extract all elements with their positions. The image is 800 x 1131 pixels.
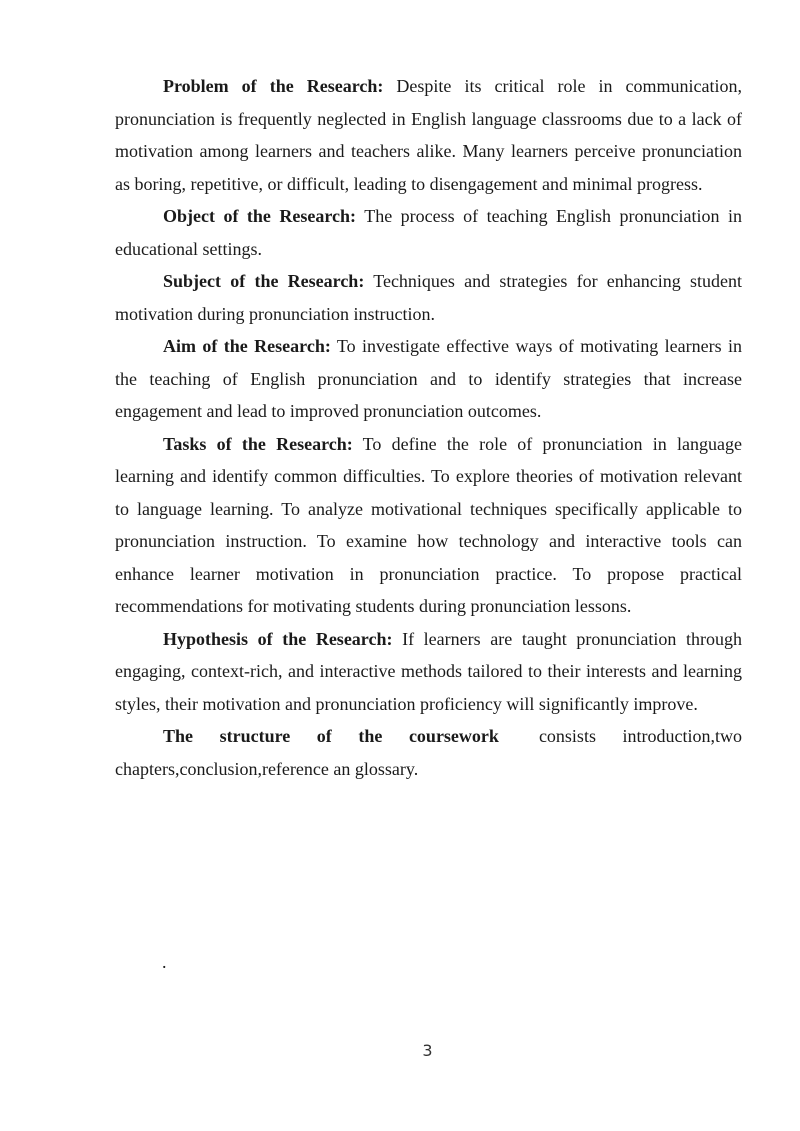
document-page xyxy=(115,70,742,785)
page-number: 3 xyxy=(422,1041,433,1060)
structure-paragraph xyxy=(115,720,742,785)
subject-paragraph xyxy=(115,265,742,330)
aim-text: To investigate effective ways of motivating learners in the teaching of English pronunciation and to identify strategies that increase engagement and lead to improved pronunciation outcomes. xyxy=(115,336,742,421)
tasks-text: To define the role of pronunciation in language learning and identify common difficulties. To explore theories of motivation relevant to language learning. To analyze motivational techniques specifically applicable to pronunciation instruction. To examine how technology and interactive tools can enhance learner motivation in pronunciation practice. To propose practical recommendations for motivating students during pronunciation lessons. xyxy=(115,433,742,616)
tasks-heading: Tasks of the Research: xyxy=(163,433,353,454)
subject-text: Techniques and strategies for enhancing student motivation during pronunciation instruction. xyxy=(115,271,742,324)
subject-heading: Subject of the Research: xyxy=(163,271,365,291)
hypothesis-heading: Hypothesis of the Research: xyxy=(163,628,393,649)
problem-text: Despite its critical role in communication, pronunciation is frequently neglected in English language classrooms due to a lack of motivation among learners and teachers alike. Many learners perceive pronunciation as boring, repetitive, or difficult, leading to disengagement and minimal progress. xyxy=(115,76,742,194)
aim-heading: Aim of the Research: xyxy=(163,336,331,356)
problem-heading: Problem of the Research: xyxy=(163,76,384,96)
hypothesis-text: If learners are taught pronunciation through engaging, context-rich, and interactive methods tailored to their interests and learning styles, their motivation and pronunciation proficiency will significantly improve. xyxy=(115,628,742,714)
problem-paragraph xyxy=(115,70,742,200)
aim-paragraph xyxy=(115,330,742,428)
object-text: The process of teaching English pronunciation in educational settings. xyxy=(115,206,742,259)
tasks-paragraph xyxy=(115,428,742,623)
object-heading: Object of the Research: xyxy=(163,206,357,226)
hypothesis-paragraph xyxy=(115,623,742,721)
stray-period: . xyxy=(162,952,167,972)
structure-heading: The structure of the coursework xyxy=(163,726,499,746)
object-paragraph xyxy=(115,200,742,265)
structure-text: consists introduction,two chapters,conclusion,reference an glossary. xyxy=(115,726,743,779)
